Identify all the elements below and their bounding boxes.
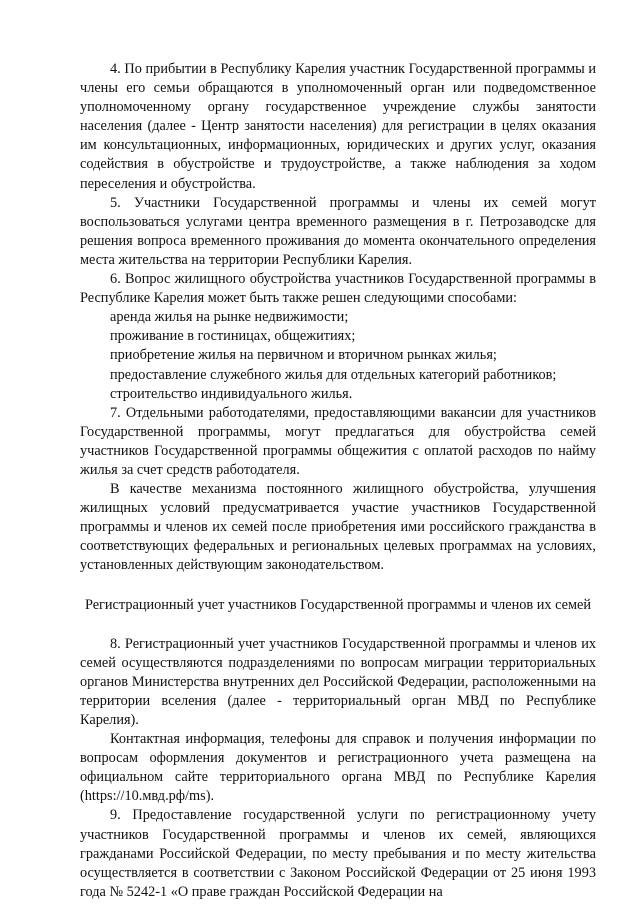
list-item: предоставление служебного жилья для отдельных категорий работников; xyxy=(110,366,557,383)
paragraph-8: 8. Регистрационный учет участников Государственной программы и членов их семей осуществляются подразделениями по вопросам миграции территориальных органов Министерства внутренних дел Российской Федерации, расположенными на территории вселения (далее - территориальный орган МВД по Республике Карелия). xyxy=(80,635,596,728)
list-item: аренда жилья на рынке недвижимости; xyxy=(110,309,349,326)
list-item: проживание в гостиницах, общежитиях; xyxy=(110,328,356,345)
paragraph-5: 5. Участники Государственной программы и члены их семей могут воспользоваться услугами центра временного размещения в г. Петрозаводске для решения вопроса временного проживания до момента окончательного определения места жительства на территории Республики Карелия. xyxy=(80,194,596,268)
paragraph-9: 9. Предоставление государственной услуги по регистрационному учету участников Государственной программы и членов их семей, являющихся гражданами Российской Федерации, по месту пребывания и по месту жительства осуществляется в соответствии с Законом Российской Федерации от 25 июня 1993 года № 5242-1 «О праве граждан Российской Федерации на xyxy=(80,807,596,900)
list-item: приобретение жилья на первичном и вторичном рынках жилья; xyxy=(110,347,497,364)
paragraph-7: 7. Отдельными работодателями, предоставляющими вакансии для участников Государственной программы, могут предлагаться для обустройства семей участников Государственной программы общежития с оплатой расходов по найму жилья за счет средств работодателя. xyxy=(80,404,596,478)
document-page xyxy=(80,60,596,902)
paragraph-contact-info: Контактная информация, телефоны для справок и получения информации по вопросам оформления документов и регистрационного учета размещена на официальном сайте территориального органа МВД по Республике Карелия (https://10.мвд.рф/ms). xyxy=(80,731,596,805)
housing-methods-list xyxy=(80,308,596,403)
section-heading: Регистрационный учет участников Государственной программы и членов их семей xyxy=(84,596,592,613)
paragraph-4: 4. По прибытии в Республику Карелия участник Государственной программы и члены его семьи обращаются в уполномоченный орган или подведомственное уполномоченному органу государственное учреждение службы занятости населения (далее - Центр занятости населения) для регистрации в целях оказания им консультационных, информационных, юридических и других услуг, оказания содействия в обустройстве и трудоустройстве, а также наблюдения за ходом переселения и обустройства. xyxy=(80,61,596,192)
paragraph-6: 6. Вопрос жилищного обустройства участников Государственной программы в Республике Карелия может быть также решен следующими способами: xyxy=(80,271,596,307)
list-item: строительство индивидуального жилья. xyxy=(110,385,353,402)
paragraph-housing-mechanism: В качестве механизма постоянного жилищного обустройства, улучшения жилищных условий предусматривается участие участников Государственной программы и членов их семей после приобретения ими российского гражданства в соответствующих федеральных и региональных целевых программах на условиях, установленных действующим законодательством. xyxy=(80,481,596,574)
